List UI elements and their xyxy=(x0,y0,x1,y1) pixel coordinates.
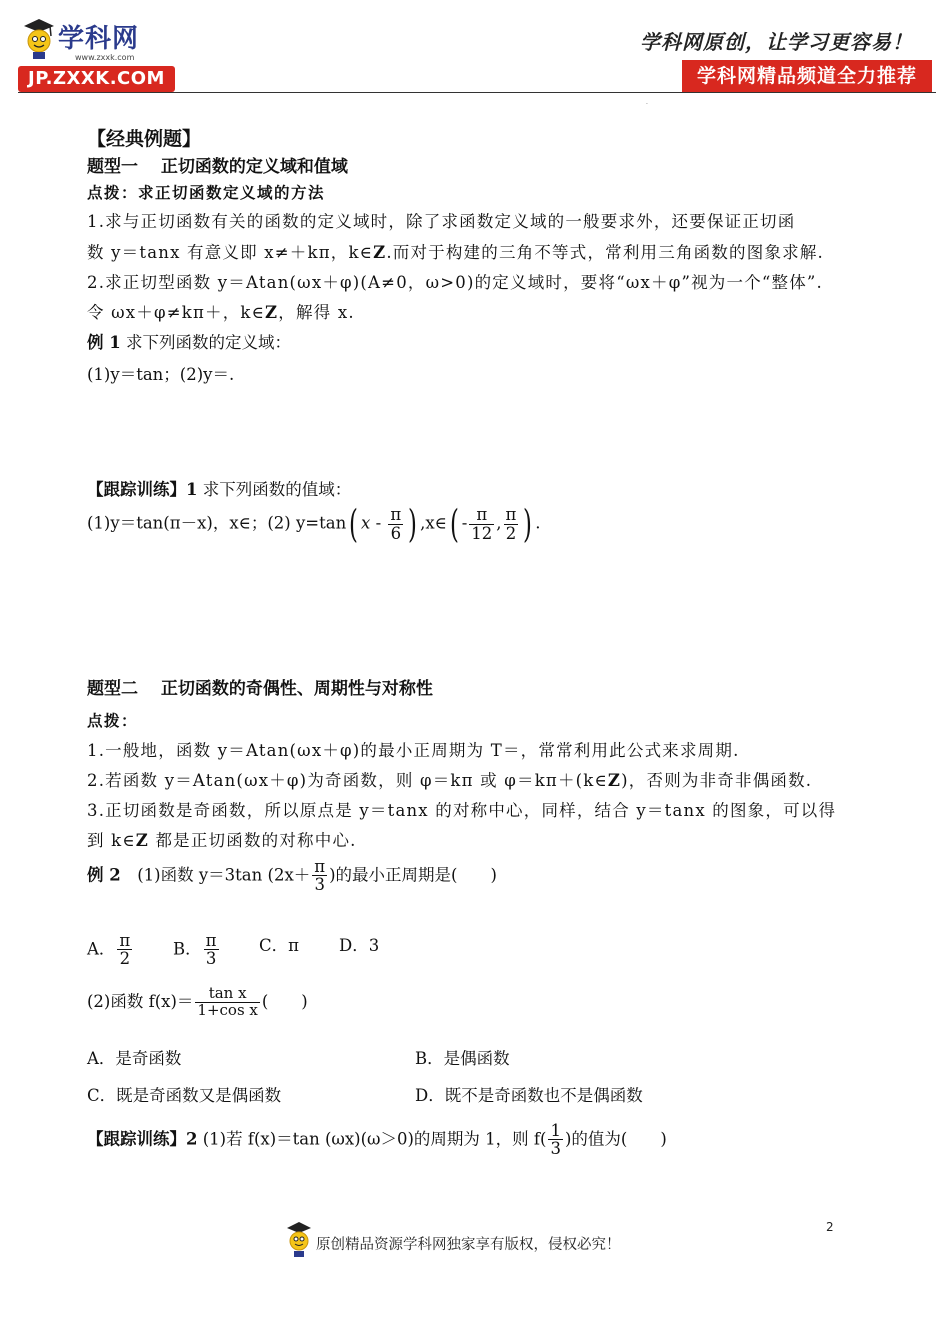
type1-title: 题型一 正切函数的定义域和值域 xyxy=(87,157,348,177)
example-2-q2: (2)函数 f(x)＝ $\frac{\text{tan x}}{\text{1+cos x}}$ ( ) xyxy=(87,984,308,1019)
tracking-exercise-2: 【跟踪训练】2 (1)若 f(x)＝tan (ωx)(ω＞0)的周期为 1，则 f( $\frac{1}{3}$ )的值为( ) xyxy=(87,1121,667,1159)
type2-p2: 2.若函数 y＝Atan(ωx＋φ)为奇函数，则 φ＝kπ 或 φ＝kπ＋(k∈Z)，否则为非奇非偶函数. xyxy=(87,771,813,790)
option-a[interactable]: A． $\frac{\pi}{2}$ xyxy=(87,931,131,969)
footer-mascot-icon xyxy=(284,1220,314,1258)
option-c[interactable]: C．π xyxy=(259,936,299,955)
example-2-options-2 xyxy=(87,1045,707,1115)
option-c[interactable]: C．既是奇函数又是偶函数 xyxy=(87,1086,282,1105)
type2-tip-title: 点拨： xyxy=(87,712,139,730)
header-slogan: 学科网原创，让学习更容易！ xyxy=(640,30,913,54)
tracking-exercise-1-items: (1)y＝tan(π－x)，x∈；(2) y=tan( x - $\frac{\pi}{6}$ ) ,x∈( - $\frac{\pi}{12}$ , $\frac{\pi}{2}$ ) . xyxy=(87,502,541,546)
type1-p2a: 2.求正切型函数 y＝Atan(ωx＋φ)(A≠0，ω>0)的定义域时，要将“ωx＋φ”视为一个“整体”. xyxy=(87,273,824,292)
header-banner: 学科网精品频道全力推荐 xyxy=(682,60,932,92)
tracking-exercise-1: 【跟踪训练】1 求下列函数的值域： xyxy=(87,480,352,499)
type1-p2b: 令 ωx＋φ≠kπ＋，k∈Z，解得 x. xyxy=(87,303,355,322)
page-number: 2 xyxy=(826,1220,834,1234)
section-title: 【经典例题】 xyxy=(87,128,202,150)
type2-p3: 3.正切函数是奇函数，所以原点是 y＝tanx 的对称中心，同样，结合 y＝tanx 的图象，可以得 xyxy=(87,801,837,820)
option-b[interactable]: B． $\frac{\pi}{3}$ xyxy=(173,931,217,969)
type2-title: 题型二 正切函数的奇偶性、周期性与对称性 xyxy=(87,679,433,699)
footer-copyright: 原创精品资源学科网独家享有版权，侵权必究！ xyxy=(316,1237,621,1253)
site-logo-url: www.zxxk.com xyxy=(75,53,135,62)
type1-p1b: 数 y＝tanx 有意义即 x≠＋kπ，k∈Z.而对于构建的三角不等式，常利用三角函数的图象求解. xyxy=(87,243,825,262)
type1-tip-title: 点拨：求正切函数定义域的方法 xyxy=(87,184,326,202)
type2-p1: 1.一般地，函数 y＝Atan(ωx＋φ)的最小正周期为 T＝，常常利用此公式来求周期. xyxy=(87,741,740,760)
tiny-mark: . xyxy=(646,99,648,106)
site-logo-text: 学科网 xyxy=(58,24,140,54)
option-b[interactable]: B．是偶函数 xyxy=(415,1049,510,1068)
type2-p4: 到 k∈Z 都是正切函数的对称中心. xyxy=(87,831,357,850)
header-divider xyxy=(18,92,936,93)
mascot-logo-icon xyxy=(20,16,58,60)
type1-p1a: 1.求与正切函数有关的函数的定义域时，除了求函数定义域的一般要求外，还要保证正切函 xyxy=(87,212,796,231)
option-d[interactable]: D．既不是奇函数也不是偶函数 xyxy=(415,1086,643,1105)
example-2: 例 2 (1)函数 y＝3tan (2x＋ $\frac{\pi}{3}$ )的最小正周期是( ) xyxy=(87,857,497,895)
example-2-options-1 xyxy=(87,922,487,969)
example-1: 例 1 求下列函数的定义域： xyxy=(87,333,291,352)
site-domain-badge: JP.ZXXK.COM xyxy=(18,66,175,92)
example-1-items: (1)y＝tan；(2)y＝. xyxy=(87,365,235,384)
option-a[interactable]: A．是奇函数 xyxy=(87,1049,182,1068)
option-d[interactable]: D．3 xyxy=(339,936,380,955)
